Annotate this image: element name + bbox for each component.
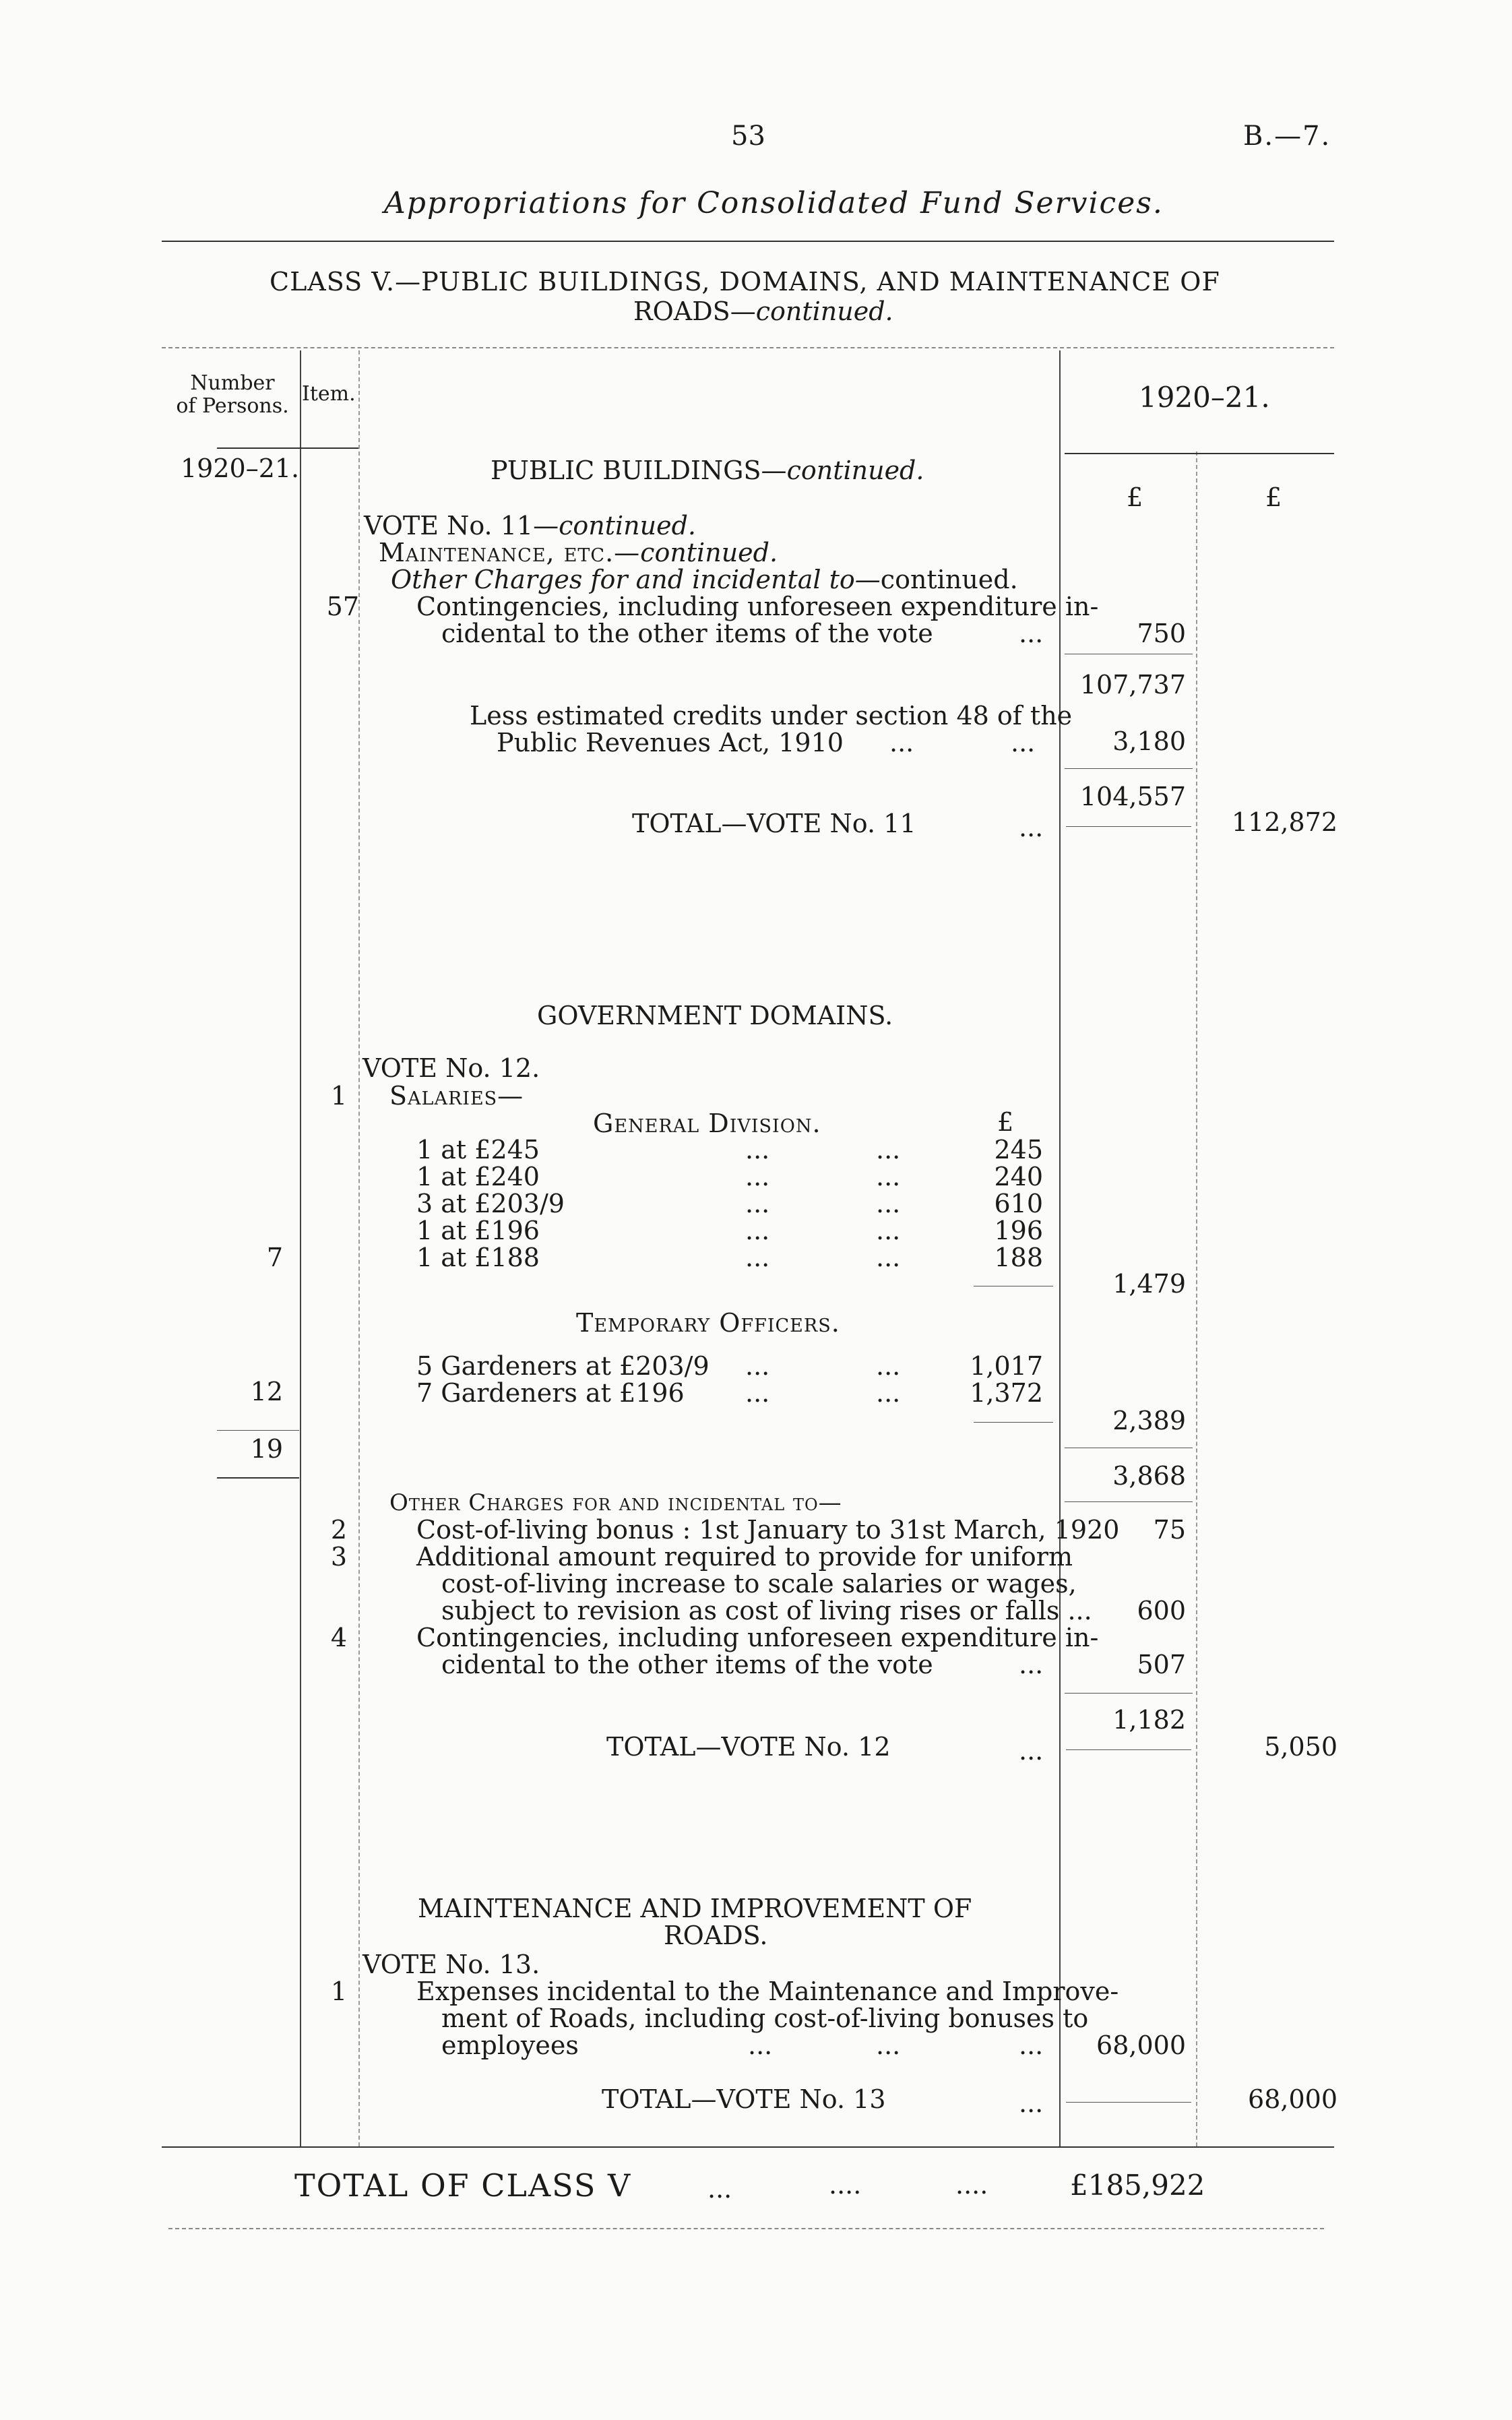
contingencies-line1: Contingencies, including unforeseen expenditure in- — [416, 592, 1099, 621]
salary-amount: 188 — [994, 1243, 1043, 1272]
total-of-class-label: TOTAL OF CLASS V — [294, 2167, 632, 2204]
other-charges-rule — [1065, 1693, 1193, 1694]
roads-expenses-line2: ment of Roads, including cost-of-living bonuses to — [441, 2004, 1089, 2033]
other-charges-heading: Other Charges for and incidental to— — [389, 1489, 842, 1516]
temp-amount: 1,372 — [970, 1378, 1043, 1408]
salaries-total-rule — [1065, 1501, 1193, 1502]
salary-row — [416, 1163, 1046, 1190]
leader-dots: ... — [745, 1135, 770, 1165]
salary-row — [416, 1217, 1046, 1244]
total-vote-11-rule — [1066, 826, 1191, 827]
net-amount: 104,557 — [1079, 782, 1186, 811]
item-3: 3 — [330, 1542, 347, 1572]
salary-rows — [416, 1136, 1046, 1271]
temp-label: 7 Gardeners at £196 — [416, 1378, 685, 1408]
leader-dots: ... — [1019, 619, 1044, 648]
pound-sign-col2: £ — [1265, 483, 1282, 512]
total-vote-12-rule — [1066, 1749, 1191, 1750]
leader-dots: ... — [876, 1189, 901, 1218]
additional-line3: subject to revision as cost of living rises or falls ... — [441, 1596, 1092, 1625]
header-rule — [162, 241, 1334, 242]
salary-label: 3 at £203/9 — [416, 1189, 565, 1218]
leader-dots: .... — [955, 2170, 988, 2200]
salary-label: 1 at £188 — [416, 1243, 540, 1272]
temp-row — [416, 1379, 1046, 1406]
temporary-total: 2,389 — [1112, 1406, 1186, 1435]
leader-dots: ... — [745, 1351, 770, 1381]
temp-amount: 1,017 — [970, 1351, 1043, 1381]
general-division-total: 1,479 — [1112, 1269, 1186, 1299]
other-charges-heading: Other Charges for and incidental to—continued. — [391, 565, 1018, 594]
pound-sign: £ — [997, 1107, 1014, 1137]
contingencies-line2: cidental to the other items of the vote — [441, 619, 933, 648]
item-1: 1 — [330, 1977, 347, 2006]
leader-dots: ... — [876, 1378, 901, 1408]
persons-general-division: 7 — [266, 1243, 283, 1272]
salary-amount: 240 — [994, 1162, 1043, 1191]
salary-label: 1 at £240 — [416, 1162, 540, 1191]
leader-dots: ... — [876, 1351, 901, 1381]
net-rule — [1065, 768, 1193, 769]
leader-dots: ... — [707, 2174, 732, 2204]
temp-row — [416, 1353, 1046, 1379]
leader-dots: ... — [745, 1162, 770, 1191]
col-item: Item. — [302, 382, 356, 406]
cost-of-living-bonus-amount: 75 — [1153, 1515, 1186, 1545]
total-vote-13-amount: 68,000 — [1248, 2084, 1337, 2114]
leader-dots: ... — [745, 1189, 770, 1218]
persons-total-rule — [217, 1477, 299, 1479]
running-title: Appropriations for Consolidated Fund Services. — [384, 186, 1164, 220]
salaries-heading: Salaries— — [389, 1081, 524, 1111]
leader-dots: ... — [876, 1135, 901, 1165]
col-number-of-persons: Number of Persons. — [176, 371, 289, 418]
leader-dots: ... — [1019, 2030, 1044, 2060]
leader-dots: ... — [745, 1216, 770, 1245]
subtotal-amount: 107,737 — [1079, 670, 1186, 700]
temp-rows — [416, 1353, 1046, 1406]
col-year: 1920–21. — [1139, 381, 1270, 414]
general-division-heading: General Division. — [593, 1109, 821, 1138]
total-vote-12-label: TOTAL—VOTE No. 12 — [606, 1732, 891, 1762]
leader-dots: ... — [1019, 813, 1044, 842]
persons-item-divider — [300, 350, 301, 2146]
item-57: 57 — [326, 592, 359, 621]
vote-12-heading: VOTE No. 12. — [363, 1053, 540, 1083]
leader-dots: ... — [745, 1378, 770, 1408]
temporary-rule — [974, 1422, 1053, 1423]
column-header-rule-right — [1065, 453, 1334, 454]
item-2: 2 — [330, 1515, 347, 1545]
item-1: 1 — [330, 1081, 347, 1111]
less-credits-line1: Less estimated credits under section 48 of the — [470, 701, 1073, 731]
cost-of-living-bonus: Cost-of-living bonus : 1st January to 31st March, 1920 — [416, 1515, 1120, 1545]
salary-row — [416, 1244, 1046, 1271]
persons-year: 1920–21. — [181, 454, 300, 483]
total-of-class-amount: £185,922 — [1070, 2169, 1205, 2202]
salary-amount: 245 — [994, 1135, 1043, 1165]
roads-expenses-line3: employees — [441, 2030, 579, 2060]
contingencies-line1: Contingencies, including unforeseen expenditure in- — [416, 1623, 1099, 1652]
leader-dots: .... — [829, 2170, 862, 2200]
class-heading-rule — [162, 347, 1334, 348]
salary-label: 1 at £196 — [416, 1216, 540, 1245]
vote-13-heading: VOTE No. 13. — [363, 1950, 540, 1979]
additional-amount: 600 — [1137, 1596, 1186, 1625]
credits-amount: 3,180 — [1112, 726, 1186, 756]
less-credits-line2: Public Revenues Act, 1910 — [497, 728, 844, 757]
leader-dots: ... — [876, 1243, 901, 1272]
class-heading-line2: ROADS—continued. — [633, 297, 893, 326]
additional-line1: Additional amount required to provide for uniform — [416, 1542, 1073, 1572]
leader-dots: ... — [1019, 1736, 1044, 1766]
document-reference: B.—7. — [1243, 121, 1331, 152]
total-vote-13-label: TOTAL—VOTE No. 13 — [602, 2084, 886, 2114]
total-vote-12-amount: 5,050 — [1264, 1732, 1337, 1762]
persons-subtotal-rule — [217, 1430, 299, 1431]
salary-row — [416, 1136, 1046, 1163]
persons-temporary: 12 — [250, 1377, 283, 1406]
leader-dots: ... — [876, 2030, 901, 2060]
leader-dots: ... — [876, 1162, 901, 1191]
roads-expenses-line1: Expenses incidental to the Maintenance and Improve- — [416, 1977, 1119, 2006]
class-heading-line1: CLASS V.—PUBLIC BUILDINGS, DOMAINS, AND MAINTENANCE OF — [270, 267, 1220, 297]
roads-heading-line2: ROADS. — [664, 1921, 768, 1950]
column-header-rule-left — [217, 447, 358, 449]
other-charges-total: 1,182 — [1112, 1705, 1186, 1735]
roads-expenses-amount: 68,000 — [1096, 2030, 1186, 2060]
contingencies-amount: 507 — [1137, 1650, 1186, 1679]
leader-dots: ... — [876, 1216, 901, 1245]
additional-line2: cost-of-living increase to scale salaries or wages, — [441, 1569, 1077, 1599]
leader-dots: ... — [889, 728, 914, 757]
vote-11-heading: VOTE No. 11—continued. — [364, 511, 696, 540]
roads-heading-line1: MAINTENANCE AND IMPROVEMENT OF — [418, 1894, 972, 1923]
leader-dots: ... — [1011, 728, 1036, 757]
temporary-officers-heading: Temporary Officers. — [576, 1308, 840, 1338]
salary-amount: 196 — [994, 1216, 1043, 1245]
total-vote-11-label: TOTAL—VOTE No. 11 — [632, 809, 916, 838]
leader-dots: ... — [745, 1243, 770, 1272]
page-number: 53 — [731, 121, 765, 152]
leader-dots: ... — [1019, 2088, 1044, 2118]
salary-amount: 610 — [994, 1189, 1043, 1218]
total-vote-13-rule — [1066, 2102, 1191, 2103]
total-vote-11-amount: 112,872 — [1231, 807, 1337, 837]
amount-contingencies: 750 — [1137, 619, 1186, 648]
salary-label: 1 at £245 — [416, 1135, 540, 1165]
persons-total: 19 — [250, 1434, 283, 1464]
maintenance-heading: Maintenance, etc.—continued. — [379, 538, 778, 567]
item-4: 4 — [330, 1623, 347, 1652]
amount-columns-divider — [1196, 452, 1197, 2146]
temp-label: 5 Gardeners at £203/9 — [416, 1351, 710, 1381]
table-bottom-rule — [162, 2146, 1334, 2148]
leader-dots: ... — [748, 2030, 773, 2060]
contingencies-line2: cidental to the other items of the vote — [441, 1650, 933, 1679]
salaries-total: 3,868 — [1112, 1461, 1186, 1491]
public-buildings-heading: PUBLIC BUILDINGS—continued. — [491, 456, 924, 485]
leader-dots: ... — [1019, 1650, 1044, 1679]
salary-row — [416, 1190, 1046, 1217]
pound-sign-col1: £ — [1127, 483, 1143, 512]
page-bottom-rule — [168, 2228, 1324, 2229]
government-domains-heading: GOVERNMENT DOMAINS. — [537, 1001, 893, 1030]
